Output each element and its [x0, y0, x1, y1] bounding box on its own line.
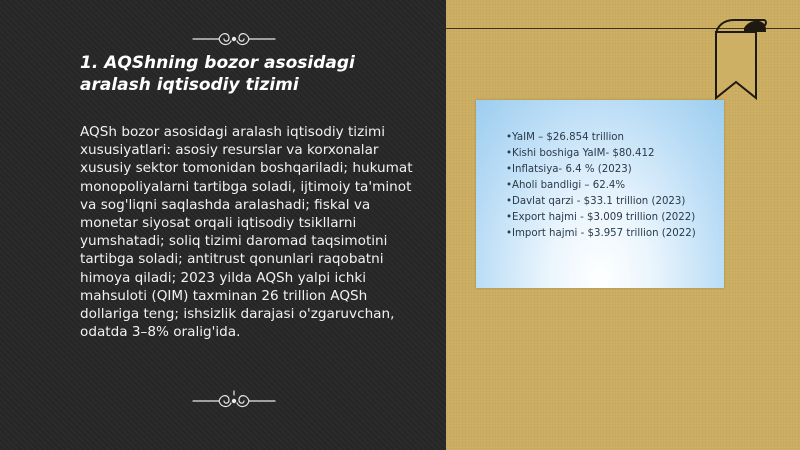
scroll-flourish-icon: [191, 389, 277, 409]
bookmark-ribbon-icon: [710, 18, 768, 102]
slide-body-text: AQSh bozor asosidagi aralash iqtisodiy tizimi xususiyatlari: asosiy resurslar va korxonalar xususiy sektor tomonidan boshqariladi; hukumat monopoliyalarni tartibga soladi, ijtimoiy ta'minot va sog'liqni saqlashda aralashadi; fiskal va monetar siyosat orqali iqtisodiy tsikllarni yumshatadi; soliq tizimi daromad taqsimotini tartibga soladi; antitrust qonunlari raqobatni himoya qiladi; 2023 yilda AQSh yalpi ichki mahsuloti (QIM) taxminan 26 trillion AQSh dollariga teng; ishsizlik darajasi o'zgaruvchan, odatda 3–8% oralig'ida.: [80, 124, 413, 341]
stats-list: [506, 130, 721, 242]
stat-export: •Export hajmi - $3.009 trillion (2022): [506, 212, 696, 223]
stat-public-debt: •Davlat qarzi - $33.1 trillion (2023): [506, 196, 686, 207]
stat-gdp-per-capita: •Kishi boshiga YaIM- $80.412: [506, 148, 655, 159]
stat-import: •Import hajmi - $3.957 trillion (2022): [506, 228, 696, 239]
statistics-card: [476, 100, 724, 288]
scroll-flourish-icon: [191, 29, 277, 49]
slide-title: 1. AQShning bozor asosidagi aralash iqtisodiy tizimi: [80, 53, 355, 95]
stat-gdp: •YaIM – $26.854 trillion: [506, 132, 624, 143]
stat-inflation: •Inflatsiya- 6.4 % (2023): [506, 164, 632, 175]
stat-employment: •Aholi bandligi – 62.4%: [506, 180, 626, 191]
